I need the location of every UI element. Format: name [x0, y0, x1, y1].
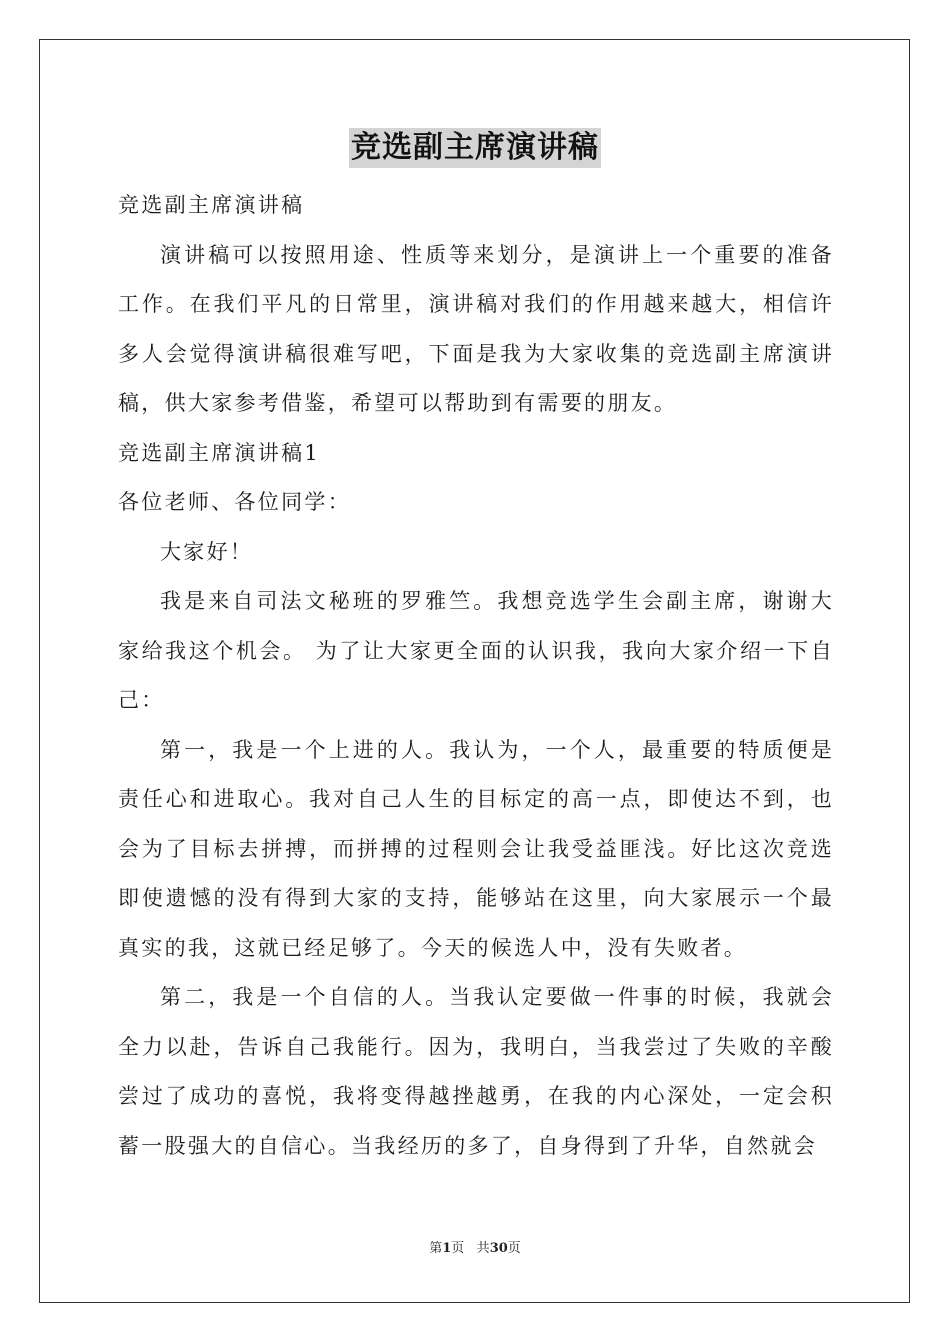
- document-body: [118, 181, 834, 1171]
- body-paragraph: 竞选副主席演讲稿: [118, 193, 305, 217]
- body-paragraph: 大家好！: [160, 539, 254, 564]
- body-paragraph: 各位老师、各位同学：: [118, 490, 351, 514]
- page-label-prefix: 第: [429, 1241, 443, 1256]
- page-label-suffix: 页: [451, 1241, 465, 1256]
- current-page-number: 1: [442, 1241, 452, 1256]
- body-paragraph: 第一，我是一个上进的人。我认为，一个人，最重要的特质便是责任心和进取心。我对自己人生的目标定的高一点，即使达不到，也会为了目标去拼搏，而拼搏的过程则会让我受益匪浅。好比这次竞选即使遗憾的没有得到大家的支持，能够站在这里，向大家展示一个最真实的我，这就已经足够了。今天的候选人中，没有失败者。: [118, 737, 834, 960]
- body-paragraph: 我是来自司法文秘班的罗雅竺。我想竞选学生会副主席，谢谢大家给我这个机会。 为了让大家更全面的认识我，我向大家介绍一下自己：: [118, 589, 834, 712]
- total-label-prefix: 共: [476, 1241, 490, 1256]
- total-page-count: 30: [489, 1241, 508, 1256]
- body-paragraph: 第二，我是一个自信的人。当我认定要做一件事的时候，我就会全力以赴，告诉自己我能行。因为，我明白，当我尝过了失败的辛酸尝过了成功的喜悦，我将变得越挫越勇，在我的内心深处，一定会积蓄一股强大的自信心。当我经历的多了，自身得到了升华，自然就会: [118, 985, 834, 1158]
- document-title: 竞选副主席演讲稿: [349, 128, 601, 168]
- title-container: [0, 128, 950, 168]
- body-paragraph: 演讲稿可以按照用途、性质等来划分，是演讲上一个重要的准备工作。在我们平凡的日常里，演讲稿对我们的作用越来越大，相信许多人会觉得演讲稿很难写吧，下面是我为大家收集的竞选副主席演讲稿，供大家参考借鉴，希望可以帮助到有需要的朋友。: [118, 242, 834, 415]
- body-paragraph: 竞选副主席演讲稿1: [118, 440, 321, 465]
- total-label-suffix: 页: [507, 1241, 521, 1256]
- page-footer: [0, 1240, 950, 1258]
